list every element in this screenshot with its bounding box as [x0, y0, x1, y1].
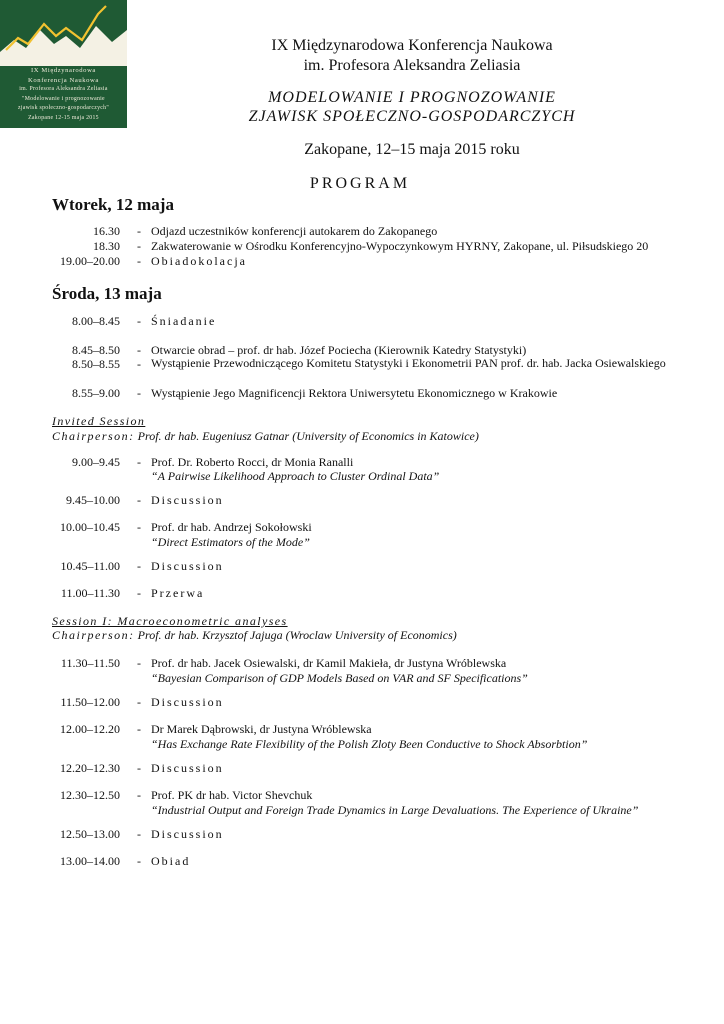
item-dash: -: [137, 520, 141, 534]
item-dash: -: [137, 386, 141, 400]
logo-text: [0, 66, 127, 124]
conference-title: IX Międzynarodowa Konferencja Naukowa: [271, 37, 553, 54]
session-chairperson: [52, 628, 457, 643]
item-speakers: Dr Marek Dąbrowski, dr Justyna Wróblewska: [151, 722, 372, 736]
chairperson-name: Prof. dr hab. Krzysztof Jajuga (Wroclaw University of Economics): [134, 628, 457, 642]
item-time: 11.00–11.30: [60, 586, 120, 600]
item-text: Obiad: [151, 854, 191, 868]
logo-line: im. Profesora Aleksandra Zeliasia: [19, 86, 108, 93]
conference-patron: im. Profesora Aleksandra Zeliasia: [303, 57, 521, 74]
item-dash: -: [137, 695, 141, 709]
item-dash: -: [137, 314, 141, 328]
item-text: Otwarcie obrad – prof. dr hab. Józef Pociecha (Kierownik Katedry Statystyki): [151, 343, 527, 357]
item-speakers: Prof. dr hab. Jacek Osiewalski, dr Kamil Makieła, dr Justyna Wróblewska: [151, 656, 507, 670]
day-heading-wednesday: Środa, 13 maja: [52, 284, 162, 303]
item-dash: -: [137, 656, 141, 670]
item-time: 8.45–8.50: [72, 343, 120, 357]
item-text: Przerwa: [151, 586, 205, 600]
item-dash: -: [137, 761, 141, 775]
item-time: 8.00–8.45: [72, 314, 120, 328]
item-dash: -: [137, 586, 141, 600]
item-talk-title: “Bayesian Comparison of GDP Models Based on VAR and SF Specifications”: [151, 671, 528, 685]
item-dash: -: [137, 788, 141, 802]
item-time: 11.50–12.00: [60, 695, 120, 709]
chairperson-label: Chairperson:: [52, 628, 135, 642]
item-speakers: Prof. Dr. Roberto Rocci, dr Monia Ranalli: [151, 455, 354, 469]
item-speakers: Prof. dr hab. Andrzej Sokołowski: [151, 520, 312, 534]
item-dash: -: [137, 493, 141, 507]
item-time: 9.45–10.00: [66, 493, 120, 507]
logo-line: zjawisk społeczno-gospodarczych": [18, 105, 109, 112]
item-dash: -: [137, 722, 141, 736]
item-dash: -: [137, 455, 141, 469]
item-text: Discussion: [151, 827, 224, 841]
item-time: 9.00–9.45: [72, 455, 120, 469]
logo-line: Zakopane 12-15 maja 2015: [28, 114, 99, 121]
logo-line: Konferencja Naukowa: [28, 76, 99, 84]
item-talk-title: “A Pairwise Likelihood Approach to Cluster Ordinal Data”: [151, 469, 440, 483]
item-text: Wystąpienie Przewodniczącego Komitetu Statystyki i Ekonometrii PAN prof. dr. hab. Jacka Osiewalskiego: [151, 356, 666, 370]
item-time: 12.30–12.50: [60, 788, 120, 802]
item-time: 8.50–8.55: [72, 357, 120, 371]
item-time: 19.00–20.00: [60, 254, 120, 268]
chairperson-label: Chairperson:: [52, 429, 135, 443]
conference-theme-line1: MODELOWANIE I PROGNOZOWANIE: [268, 89, 556, 106]
item-dash: -: [137, 827, 141, 841]
item-text: Obiadokolacja: [151, 254, 247, 268]
item-dash: -: [137, 224, 141, 238]
item-talk-title: “Industrial Output and Foreign Trade Dynamics in Large Devaluations. The Experience of Ukraine”: [151, 803, 639, 817]
item-talk-title: “Has Exchange Rate Flexibility of the Polish Zloty Been Conductive to Shock Absorbtion”: [151, 737, 588, 751]
item-time: 12.20–12.30: [60, 761, 120, 775]
item-text: Zakwaterowanie w Ośrodku Konferencyjno-Wypoczynkowym HYRNY, Zakopane, ul. Piłsudskiego 20: [151, 239, 649, 253]
item-dash: -: [137, 343, 141, 357]
item-text: Wystąpienie Jego Magnificencji Rektora Uniwersytetu Ekonomicznego w Krakowie: [151, 386, 558, 400]
conference-theme-line2: ZJAWISK SPOŁECZNO-GOSPODARCZYCH: [248, 108, 576, 125]
item-time: 10.45–11.00: [60, 559, 120, 573]
conference-date: Zakopane, 12–15 maja 2015 roku: [304, 141, 520, 158]
session-title-macroeconometric: Session I: Macroeconometric analyses: [52, 614, 288, 628]
item-text: Discussion: [151, 493, 224, 507]
item-time: 11.30–11.50: [60, 656, 120, 670]
session-chairperson: [52, 429, 479, 444]
item-time: 13.00–14.00: [60, 854, 120, 868]
item-time: 8.55–9.00: [72, 386, 120, 400]
session-title-invited: Invited Session: [52, 414, 146, 428]
item-time: 18.30: [93, 239, 120, 253]
item-talk-title: “Direct Estimators of the Mode”: [151, 535, 310, 549]
item-dash: -: [137, 239, 141, 253]
day-heading-tuesday: Wtorek, 12 maja: [52, 195, 174, 214]
item-text: Śniadanie: [151, 314, 217, 328]
item-speakers: Prof. PK dr hab. Victor Shevchuk: [151, 788, 313, 802]
logo-line: "Modelowanie i prognozowanie: [22, 95, 105, 102]
item-text: Discussion: [151, 559, 224, 573]
item-text: Discussion: [151, 695, 224, 709]
chairperson-name: Prof. dr hab. Eugeniusz Gatnar (University of Economics in Katowice): [134, 429, 479, 443]
logo-line: IX Międzynarodowa: [31, 67, 96, 74]
item-dash: -: [137, 357, 141, 371]
item-dash: -: [137, 559, 141, 573]
conference-logo: [0, 0, 127, 128]
item-dash: -: [137, 254, 141, 268]
item-time: 12.50–13.00: [60, 827, 120, 841]
item-time: 10.00–10.45: [60, 520, 120, 534]
item-time: 12.00–12.20: [60, 722, 120, 736]
item-text: Discussion: [151, 761, 224, 775]
item-dash: -: [137, 854, 141, 868]
item-text: Odjazd uczestników konferencji autokarem do Zakopanego: [151, 224, 438, 238]
item-time: 16.30: [93, 224, 120, 238]
program-heading: PROGRAM: [309, 175, 411, 192]
